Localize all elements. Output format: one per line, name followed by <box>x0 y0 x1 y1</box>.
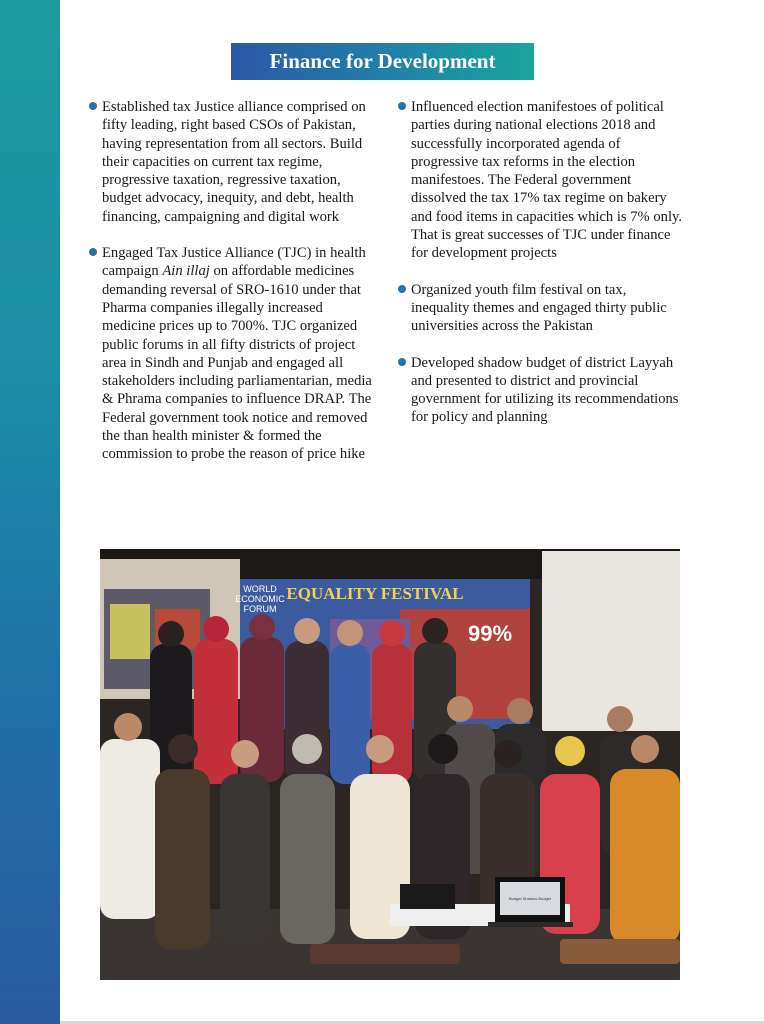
bullet-dot-icon <box>89 102 97 110</box>
banner-org-line: WORLD <box>243 584 277 594</box>
laptop-screen-text: Budget Shadow Budget <box>508 896 552 901</box>
page-title: Finance for Development <box>269 49 496 73</box>
projection-screen <box>542 551 680 731</box>
laptop <box>488 877 573 927</box>
projector <box>400 884 455 909</box>
bullet-dot-icon <box>398 358 406 366</box>
bullet-text: Organized youth film festival on tax, inequality themes and engaged thirty public universities across the Pakistan <box>411 281 667 335</box>
bullet-item <box>397 354 687 427</box>
bullet-item <box>397 281 687 336</box>
bullet-text-part: Engaged Tax Justice Alliance (TJC) in health campaign <box>102 245 366 280</box>
right-column <box>397 98 687 445</box>
bullet-item <box>88 244 378 464</box>
group-photo <box>100 549 680 980</box>
banner-percent: 99% <box>467 621 513 646</box>
chairs <box>310 944 460 964</box>
bullet-text: Developed shadow budget of district Layyah and presented to district and provincial government for utilizing its recommendations for policy and planning <box>411 354 679 426</box>
campaign-name: Ain illaj <box>162 263 210 280</box>
bullet-dot-icon <box>89 248 97 256</box>
side-color-band <box>0 0 60 1024</box>
bullet-dot-icon <box>398 285 406 293</box>
bullet-dot-icon <box>398 102 406 110</box>
banner-org-line: FORUM <box>243 604 277 614</box>
title-banner <box>231 43 534 80</box>
group-photo-illustration <box>100 549 680 980</box>
bullet-text: Influenced election manifestoes of political parties during national elections 2018 and successfully incorporated agenda of progressive tax reforms in the election manifestoes. The Federal government dissolved the tax 17% tax regime on bakery and food items in capacities which is 7% only. That is great successes of TJC under finance for development projects <box>411 99 683 262</box>
bullet-item <box>88 98 378 226</box>
bullet-item <box>397 98 687 263</box>
banner-org-line: ECONOMIC <box>235 594 285 604</box>
bullet-text-part: on affordable medicines demanding reversal of SRO-1610 under that Pharma companies illegally increased medicine prices up to 700%. TJC organized public forums in all fifty districts of project area in Sindh and Punjab and engaged all stakeholders including parliamentarian, media & Phrama companies to influence DRAP. The Federal government took notice and removed the than health minister & formed the commission to probe the reason of price hike <box>102 263 372 463</box>
bullet-text: Established tax Justice alliance comprised on fifty leading, right based CSOs of Pakistan, having representation from all sectors. Build their capacities on current tax regime, progressive taxation, regressive taxation, budget advocacy, inequity, and debt, health financing, campaigning and digital work <box>102 99 366 225</box>
left-column <box>88 98 378 482</box>
banner-heading: EQUALITY FESTIVAL <box>286 584 464 603</box>
